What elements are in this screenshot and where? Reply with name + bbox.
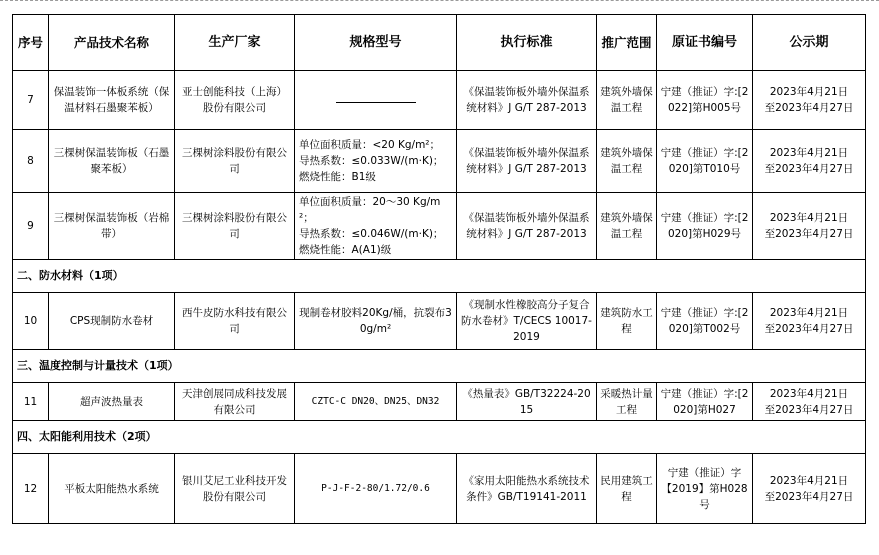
cell-cert: 宁建（推证）字:[2020]第T002号 xyxy=(657,293,753,350)
cell-maker: 天津创展同成科技发展有限公司 xyxy=(175,383,295,421)
cell-cert: 宁建（推证）字【2019】第H028号 xyxy=(657,454,753,524)
cell-standard: 《家用太阳能热水系统技术条件》GB/T19141-2011 xyxy=(457,454,597,524)
spec-line: 导热系数：≤0.046W/(m·K)； xyxy=(299,228,444,240)
period-from: 2023年4月21日 xyxy=(769,212,849,224)
cell-maker: 三棵树涂料股份有限公司 xyxy=(175,193,295,260)
cell-seq: 7 xyxy=(13,71,49,130)
section-title: 四、太阳能利用技术（2项） xyxy=(13,421,866,454)
period-to: 至2023年4月27日 xyxy=(764,403,854,416)
spec-line: 单位面积质量：<20 Kg/m²； xyxy=(299,139,441,151)
table-row xyxy=(13,71,866,130)
spec-line: 导热系数：≤0.033W/(m·K)； xyxy=(299,155,444,167)
cell-period xyxy=(753,383,866,421)
product-table xyxy=(12,14,866,524)
cell-scope: 建筑外墙保温工程 xyxy=(597,71,657,130)
period-to: 至2023年4月27日 xyxy=(764,102,854,114)
cell-cert: 宁建（推证）字:[2022]第H005号 xyxy=(657,71,753,130)
period-to: 至2023年4月27日 xyxy=(764,490,854,503)
period-from: 2023年4月21日 xyxy=(769,387,849,400)
cell-cert: 宁建（推证）字:[2020]第H027 xyxy=(657,383,753,421)
cell-standard: 《现制水性橡胶高分子复合防水卷材》T/CECS 10017-2019 xyxy=(457,293,597,350)
page-top-border xyxy=(0,0,879,2)
cell-scope: 民用建筑工程 xyxy=(597,454,657,524)
cell-scope: 建筑外墙保温工程 xyxy=(597,193,657,260)
cell-scope: 建筑外墙保温工程 xyxy=(597,130,657,193)
cell-spec xyxy=(295,193,457,260)
header-product: 产品技术名称 xyxy=(49,15,175,71)
period-to: 至2023年4月27日 xyxy=(764,323,854,335)
cell-spec: P-J-F-2-80/1.72/0.6 xyxy=(295,454,457,524)
cell-standard: 《保温装饰板外墙外保温系统材料》J G/T 287-2013 xyxy=(457,130,597,193)
spec-line: 燃烧性能：B1级 xyxy=(299,171,376,183)
cell-seq: 12 xyxy=(13,454,49,524)
cell-product: 平板太阳能热水系统 xyxy=(49,454,175,524)
cell-spec xyxy=(295,71,457,130)
table-row xyxy=(13,293,866,350)
cell-spec xyxy=(295,130,457,193)
header-period: 公示期 xyxy=(753,15,866,71)
header-seq: 序号 xyxy=(13,15,49,71)
cell-period xyxy=(753,130,866,193)
cell-standard: 《保温装饰板外墙外保温系统材料》J G/T 287-2013 xyxy=(457,71,597,130)
header-cert: 原证书编号 xyxy=(657,15,753,71)
section-title: 三、温度控制与计量技术（1项） xyxy=(13,350,866,383)
cell-product: CPS现制防水卷材 xyxy=(49,293,175,350)
cell-seq: 8 xyxy=(13,130,49,193)
cell-product: 保温装饰一体板系统（保温材料石墨聚苯板） xyxy=(49,71,175,130)
cell-scope: 建筑防水工程 xyxy=(597,293,657,350)
cell-period xyxy=(753,293,866,350)
header-maker: 生产厂家 xyxy=(175,15,295,71)
period-from: 2023年4月21日 xyxy=(769,474,849,487)
cell-maker: 三棵树涂料股份有限公司 xyxy=(175,130,295,193)
cell-spec: CZTC-C DN20、DN25、DN32 xyxy=(295,383,457,421)
cell-maker: 西牛皮防水科技有限公司 xyxy=(175,293,295,350)
period-from: 2023年4月21日 xyxy=(769,307,849,319)
cell-standard: 《保温装饰板外墙外保温系统材料》J G/T 287-2013 xyxy=(457,193,597,260)
section-row xyxy=(13,350,866,383)
cell-seq: 9 xyxy=(13,193,49,260)
table-header-row xyxy=(13,15,866,71)
section-row xyxy=(13,421,866,454)
period-from: 2023年4月21日 xyxy=(769,86,849,98)
period-to: 至2023年4月27日 xyxy=(764,228,854,240)
period-to: 至2023年4月27日 xyxy=(764,163,854,175)
period-from: 2023年4月21日 xyxy=(769,147,849,159)
cell-period xyxy=(753,193,866,260)
spec-line: 燃烧性能：A(A1)级 xyxy=(299,244,392,256)
cell-maker: 银川艾尼工业科技开发股份有限公司 xyxy=(175,454,295,524)
header-scope: 推广范围 xyxy=(597,15,657,71)
cell-seq: 11 xyxy=(13,383,49,421)
cell-cert: 宁建（推证）字:[2020]第H029号 xyxy=(657,193,753,260)
table-row xyxy=(13,454,866,524)
table-row xyxy=(13,383,866,421)
section-row xyxy=(13,260,866,293)
blank-spec-line xyxy=(336,93,416,103)
header-spec: 规格型号 xyxy=(295,15,457,71)
spec-line: 单位面积质量：20～30 Kg/m²； xyxy=(299,196,441,224)
cell-period xyxy=(753,71,866,130)
section-title: 二、防水材料（1项） xyxy=(13,260,866,293)
cell-product: 超声波热量表 xyxy=(49,383,175,421)
cell-product: 三棵树保温装饰板（石墨聚苯板） xyxy=(49,130,175,193)
cell-scope: 采暖热计量工程 xyxy=(597,383,657,421)
table-row xyxy=(13,130,866,193)
cell-spec: 现制卷材胶料20Kg/桶，抗裂布30g/m² xyxy=(295,293,457,350)
cell-period xyxy=(753,454,866,524)
cell-seq: 10 xyxy=(13,293,49,350)
header-standard: 执行标准 xyxy=(457,15,597,71)
table-row xyxy=(13,193,866,260)
cell-cert: 宁建（推证）字:[2020]第T010号 xyxy=(657,130,753,193)
cell-maker: 亚士创能科技（上海）股份有限公司 xyxy=(175,71,295,130)
cell-standard: 《热量表》GB/T32224-2015 xyxy=(457,383,597,421)
cell-product: 三棵树保温装饰板（岩棉带） xyxy=(49,193,175,260)
